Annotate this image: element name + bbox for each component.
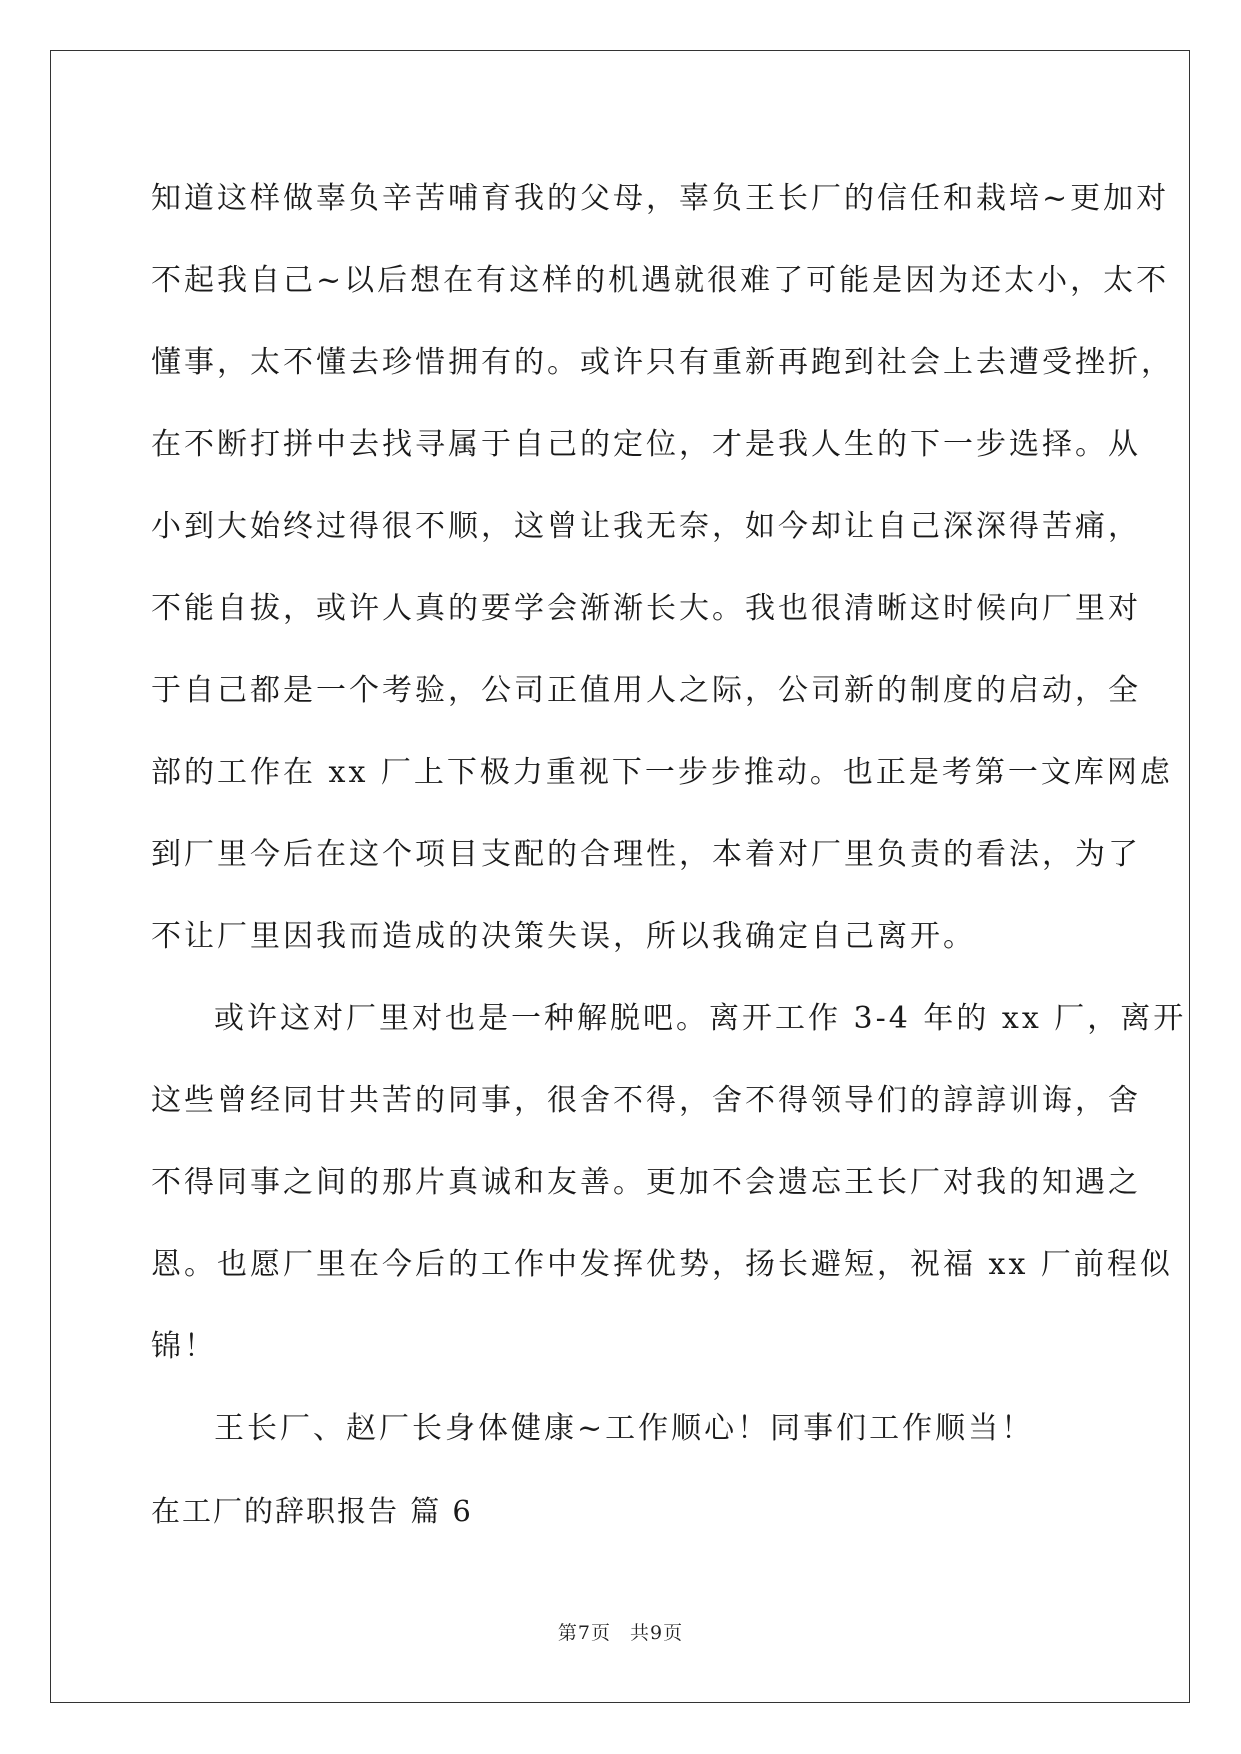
text-line: 部的工作在 xx 厂上下极力重视下一步步推动。也正是考第一文库网虑 — [151, 755, 1173, 790]
section-heading — [151, 1470, 1096, 1552]
page-current-number: 第7页 — [557, 1622, 611, 1644]
text-line: 于自己都是一个考验，公司正值用人之际，公司新的制度的启动，全 — [151, 673, 1141, 708]
text-line: 锦！ — [151, 1329, 217, 1364]
text-line: 王长厂、赵厂长身体健康~工作顺心！同事们工作顺当！ — [214, 1411, 1035, 1446]
paragraph-2 — [151, 978, 1187, 1388]
text-line: 小到大始终过得很不顺，这曾让我无奈，如今却让自己深深得苦痛， — [151, 509, 1141, 544]
text-line: 或许这对厂里对也是一种解脱吧。离开工作 3-4 年的 xx 厂，离开 — [214, 1001, 1187, 1036]
page-footer — [0, 1618, 1241, 1645]
document-body — [151, 158, 1187, 1552]
text-line: 不让厂里因我而造成的决策失误，所以我确定自己离开。 — [151, 919, 976, 954]
text-line: 不起我自己~以后想在有这样的机遇就很难了可能是因为还太小，太不 — [151, 263, 1170, 298]
text-line: 懂事，太不懂去珍惜拥有的。或许只有重新再跑到社会上去遭受挫折， — [151, 345, 1174, 380]
paragraph-1 — [151, 158, 1174, 978]
text-line: 在不断打拼中去找寻属于自己的定位，才是我人生的下一步选择。从 — [151, 427, 1141, 462]
section-heading-text: 在工厂的辞职报告 篇 6 — [151, 1494, 473, 1528]
paragraph-3 — [151, 1388, 1096, 1470]
text-line: 不得同事之间的那片真诚和友善。更加不会遗忘王长厂对我的知遇之 — [151, 1165, 1141, 1200]
text-line: 恩。也愿厂里在今后的工作中发挥优势，扬长避短，祝福 xx 厂前程似 — [151, 1247, 1173, 1282]
text-line: 不能自拔，或许人真的要学会渐渐长大。我也很清晰这时候向厂里对 — [151, 591, 1141, 626]
text-line: 知道这样做辜负辛苦哺育我的父母，辜负王长厂的信任和栽培~更加对 — [151, 181, 1170, 216]
text-line: 这些曾经同甘共苦的同事，很舍不得，舍不得领导们的諄諄训诲，舍 — [151, 1083, 1141, 1118]
text-line: 到厂里今后在这个项目支配的合理性，本着对厂里负责的看法，为了 — [151, 837, 1141, 872]
page-total-number: 共9页 — [630, 1622, 684, 1644]
